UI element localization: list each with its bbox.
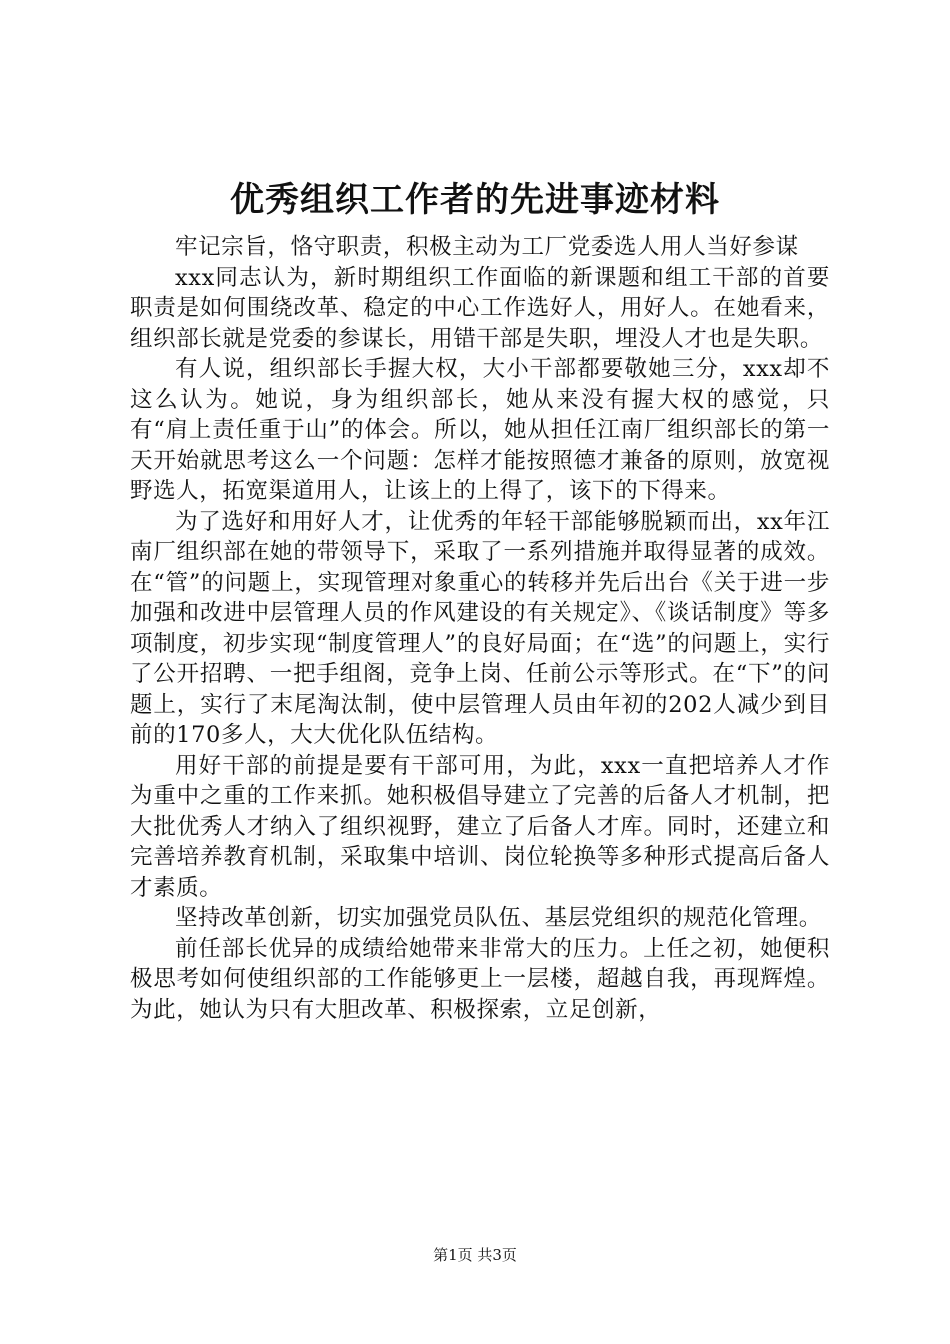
paragraph: 用好干部的前提是要有干部可用，为此，xxx一直把培养人才作为重中之重的工作来抓。她积极倡导建立了完善的后备人才机制，把大批优秀人才纳入了组织视野，建立了后备人才库。同时，还建立和完善培养教育机制，采取集中培训、岗位轮换等多种形式提高后备人才素质。 [130,752,830,901]
paragraph: 为了选好和用好人才，让优秀的年轻干部能够脱颖而出，xx年江南厂组织部在她的带领导下，采取了一系列措施并取得显著的成效。在“管”的问题上，实现管理对象重心的转移并先后出台《关于进一步加强和改进中层管理人员的作风建设的有关规定》、《谈话制度》等多项制度，初步实现“制度管理人”的良好局面；在“选”的问题上，实行了公开招聘、一把手组阁，竞争上岗、任前公示等形式。在“下”的问题上，实行了末尾淘汰制，使中层管理人员由年初的202人减少到目前的170多人，大大优化队伍结构。 [130,508,830,748]
paragraph-subheading-2: 坚持改革创新，切实加强党员队伍、基层党组织的规范化管理。 [175,905,822,931]
paragraph: 有人说，组织部长手握大权，大小干部都要敬她三分，xxx却不这么认为。她说，身为组织部长，她从来没有握大权的感觉，只有“肩上责任重于山”的体会。所以，她从担任江南厂组织部长的第一天开始就思考这么一个问题：怎样才能按照德才兼备的原则，放宽视野选人，拓宽渠道用人，让该上的上得了，该下的下得来。 [130,356,830,504]
paragraph: 前任部长优异的成绩给她带来非常大的压力。上任之初，她便积极思考如何使组织部的工作能够更上一层楼，超越自我，再现辉煌。为此，她认为只有大胆改革、积极探索，立足创新， [130,935,830,1023]
paragraph: xxx同志认为，新时期组织工作面临的新课题和组工干部的首要职责是如何围绕改革、稳定的中心工作选好人，用好人。在她看来，组织部长就是党委的参谋长，用错干部是失职，埋没人才也是失职。 [130,264,830,352]
page-number-footer: 第1页 共3页 [433,1246,517,1264]
document-title: 优秀组织工作者的先进事迹材料 [230,180,720,220]
document-body [130,232,830,1025]
paragraph-subheading-1: 牢记宗旨，恪守职责，积极主动为工厂党委选人用人当好参谋 [175,234,799,260]
